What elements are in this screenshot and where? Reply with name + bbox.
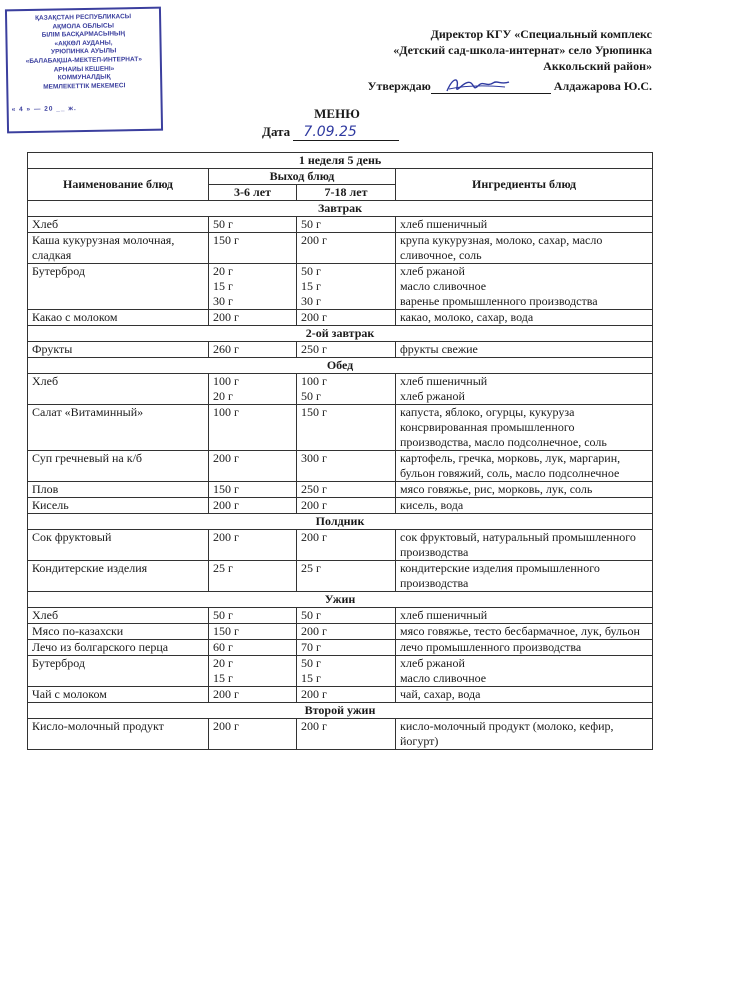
meal-section-row — [28, 703, 653, 719]
ingredients-line: картофель, гречка, морковь, лук, маргарин, бульон говяжий, соль, масло подсолнечное — [400, 451, 621, 480]
stamp-line: АҚМОЛА ОБЛЫСЫ — [52, 22, 115, 31]
portion-3-6-cell — [209, 217, 297, 233]
ingredients-line: хлеб ржаной — [400, 389, 465, 403]
portion-3-6-cell — [209, 687, 297, 703]
table-row — [28, 482, 653, 498]
ingredients-cell — [396, 608, 653, 624]
table-row — [28, 374, 653, 405]
portion-7-18-line: 200 г — [301, 310, 327, 324]
dish-name: Кондитерские изделия — [28, 561, 209, 592]
portion-7-18-cell — [297, 530, 396, 561]
dish-name: Фрукты — [28, 342, 209, 358]
approve-label: Утверждаю — [367, 79, 431, 93]
portion-3-6-cell — [209, 561, 297, 592]
portion-3-6-line: 200 г — [213, 451, 239, 465]
ingredients-cell — [396, 687, 653, 703]
ingredients-line: хлеб пшеничный — [400, 217, 488, 231]
portion-7-18-line: 50 г — [301, 608, 321, 622]
portion-7-18-line: 200 г — [301, 233, 327, 247]
stamp-line: БІЛІМ БАСҚАРМАСЫНЫҢ — [41, 30, 126, 39]
table-row — [28, 310, 653, 326]
portion-3-6-line: 50 г — [213, 217, 233, 231]
portion-7-18-line: 200 г — [301, 624, 327, 638]
ingredients-line: чай, сахар, вода — [400, 687, 481, 701]
portion-3-6-cell — [209, 656, 297, 687]
date-line — [262, 124, 412, 141]
portion-7-18-line: 50 г — [301, 264, 321, 278]
portion-3-6-line: 200 г — [213, 498, 239, 512]
ingredients-cell — [396, 530, 653, 561]
dish-name: Хлеб — [28, 374, 209, 405]
portion-3-6-cell — [209, 482, 297, 498]
portion-7-18-line: 250 г — [301, 482, 327, 496]
table-row — [28, 719, 653, 750]
portion-7-18-line: 50 г — [301, 656, 321, 670]
ingredients-line: варенье промышленного производства — [400, 294, 598, 308]
meal-section-title: Полдник — [28, 514, 653, 530]
portion-7-18-cell — [297, 719, 396, 750]
ingredients-cell — [396, 342, 653, 358]
header-district-line: Аккольский район» — [543, 59, 652, 73]
official-stamp — [5, 7, 163, 134]
dish-name: Суп гречневый на к/б — [28, 451, 209, 482]
menu-body — [28, 201, 653, 750]
col-header-name: Наименование блюд — [28, 169, 209, 201]
ingredients-cell — [396, 719, 653, 750]
portion-3-6-line: 15 г — [213, 279, 233, 293]
portion-7-18-line: 15 г — [301, 671, 321, 685]
stamp-date-line: « 4 » — 20 __ ж. — [11, 105, 77, 114]
table-row — [28, 498, 653, 514]
portion-3-6-line: 200 г — [213, 310, 239, 324]
portion-7-18-cell — [297, 233, 396, 264]
portion-3-6-line: 200 г — [213, 687, 239, 701]
ingredients-cell — [396, 624, 653, 640]
ingredients-line: крупа кукурузная, молоко, сахар, масло сливочное, соль — [400, 233, 603, 262]
ingredients-line: какао, молоко, сахар, вода — [400, 310, 534, 324]
header-institution-line: «Детский сад-школа-интернат» село Урюпинка — [393, 43, 652, 57]
portion-3-6-line: 150 г — [213, 482, 239, 496]
portion-3-6-line: 100 г — [213, 405, 239, 419]
dish-name: Кисло-молочный продукт — [28, 719, 209, 750]
portion-7-18-cell — [297, 608, 396, 624]
meal-section-row — [28, 514, 653, 530]
menu-table — [27, 152, 653, 750]
portion-7-18-line: 250 г — [301, 342, 327, 356]
stamp-line: УРЮПИНКА АУЫЛЫ — [50, 47, 117, 56]
portion-7-18-line: 15 г — [301, 279, 321, 293]
dish-name: Сок фруктовый — [28, 530, 209, 561]
ingredients-cell — [396, 264, 653, 310]
date-value: 7.09.25 — [293, 124, 399, 141]
portion-7-18-cell — [297, 217, 396, 233]
signature-line — [431, 81, 551, 94]
ingredients-cell — [396, 482, 653, 498]
portion-7-18-cell — [297, 405, 396, 451]
date-label: Дата — [262, 124, 291, 139]
stamp-line: ҚАЗАҚСТАН РЕСПУБЛИКАСЫ — [34, 13, 132, 22]
portion-7-18-line: 25 г — [301, 561, 321, 575]
portion-3-6-line: 200 г — [213, 530, 239, 544]
portion-7-18-cell — [297, 310, 396, 326]
dish-name: Какао с молоком — [28, 310, 209, 326]
dish-name: Хлеб — [28, 217, 209, 233]
portion-3-6-line: 20 г — [213, 264, 233, 278]
page-title: МЕНЮ — [314, 106, 360, 121]
table-row — [28, 656, 653, 687]
header-director-line: Директор КГУ «Специальный комплекс — [430, 27, 652, 41]
portion-7-18-line: 70 г — [301, 640, 321, 654]
dish-name: Бутерброд — [28, 656, 209, 687]
dish-name: Чай с молоком — [28, 687, 209, 703]
ingredients-line: кондитерские изделия промышленного производства — [400, 561, 600, 590]
ingredients-line: лечо промышленного производства — [400, 640, 582, 654]
table-row — [28, 561, 653, 592]
week-day-row — [28, 153, 653, 169]
portion-7-18-cell — [297, 656, 396, 687]
portion-3-6-cell — [209, 342, 297, 358]
portion-7-18-line: 30 г — [301, 294, 321, 308]
table-row — [28, 687, 653, 703]
ingredients-cell — [396, 405, 653, 451]
portion-7-18-line: 300 г — [301, 451, 327, 465]
table-row — [28, 233, 653, 264]
portion-7-18-cell — [297, 687, 396, 703]
meal-section-title: Второй ужин — [28, 703, 653, 719]
portion-3-6-line: 150 г — [213, 624, 239, 638]
portion-7-18-line: 200 г — [301, 498, 327, 512]
ingredients-cell — [396, 310, 653, 326]
dish-name: Каша кукурузная молочная, сладкая — [28, 233, 209, 264]
meal-section-row — [28, 201, 653, 217]
stamp-line: КОММУНАЛДЫҚ — [57, 73, 111, 82]
ingredients-cell — [396, 217, 653, 233]
portion-3-6-cell — [209, 310, 297, 326]
col-header-age-7-18: 7-18 лет — [297, 185, 396, 201]
portion-3-6-cell — [209, 719, 297, 750]
portion-7-18-cell — [297, 264, 396, 310]
portion-7-18-line: 200 г — [301, 530, 327, 544]
meal-section-title: Завтрак — [28, 201, 653, 217]
ingredients-line: мясо говяжье, рис, морковь, лук, соль — [400, 482, 593, 496]
table-row — [28, 217, 653, 233]
portion-3-6-line: 20 г — [213, 656, 233, 670]
portion-7-18-cell — [297, 498, 396, 514]
dish-name: Кисель — [28, 498, 209, 514]
portion-7-18-cell — [297, 561, 396, 592]
table-row — [28, 624, 653, 640]
portion-7-18-line: 50 г — [301, 389, 321, 403]
dish-name: Бутерброд — [28, 264, 209, 310]
ingredients-cell — [396, 656, 653, 687]
portion-3-6-cell — [209, 374, 297, 405]
portion-3-6-cell — [209, 264, 297, 310]
meal-section-row — [28, 592, 653, 608]
portion-3-6-line: 260 г — [213, 342, 239, 356]
ingredients-cell — [396, 640, 653, 656]
approval-line — [322, 78, 652, 94]
portion-3-6-cell — [209, 608, 297, 624]
portion-3-6-line: 60 г — [213, 640, 233, 654]
dish-name: Лечо из болгарского перца — [28, 640, 209, 656]
table-row — [28, 405, 653, 451]
dish-name: Хлеб — [28, 608, 209, 624]
menu-title-block — [262, 106, 412, 141]
portion-3-6-cell — [209, 451, 297, 482]
ingredients-line: масло сливочное — [400, 671, 487, 685]
dish-name: Плов — [28, 482, 209, 498]
ingredients-cell — [396, 498, 653, 514]
ingredients-line: хлеб пшеничный — [400, 374, 488, 388]
meal-section-title: Ужин — [28, 592, 653, 608]
ingredients-line: сок фруктовый, натуральный промышленного производства — [400, 530, 636, 559]
ingredients-line: масло сливочное — [400, 279, 487, 293]
portion-3-6-line: 150 г — [213, 233, 239, 247]
portion-3-6-cell — [209, 405, 297, 451]
ingredients-line: мясо говяжье, тесто бесбармачное, лук, бульон — [400, 624, 640, 638]
portion-3-6-line: 20 г — [213, 389, 233, 403]
portion-7-18-cell — [297, 451, 396, 482]
approval-header — [322, 26, 652, 94]
approver-name: Алдажарова Ю.С. — [553, 79, 652, 93]
portion-3-6-line: 50 г — [213, 608, 233, 622]
col-header-ingredients: Ингредиенты блюд — [396, 169, 653, 201]
ingredients-cell — [396, 451, 653, 482]
ingredients-line: кисло-молочный продукт (молоко, кефир, йогурт) — [400, 719, 614, 748]
portion-7-18-cell — [297, 624, 396, 640]
ingredients-line: капуста, яблоко, огурцы, кукуруза консрвированная промышленного производства, масло подсолнечное, соль — [400, 405, 607, 449]
portion-3-6-line: 100 г — [213, 374, 239, 388]
portion-7-18-line: 200 г — [301, 687, 327, 701]
portion-3-6-line: 30 г — [213, 294, 233, 308]
portion-3-6-cell — [209, 530, 297, 561]
dish-name: Мясо по-казахски — [28, 624, 209, 640]
ingredients-cell — [396, 374, 653, 405]
ingredients-line: хлеб ржаной — [400, 656, 465, 670]
portion-7-18-line: 200 г — [301, 719, 327, 733]
portion-3-6-cell — [209, 498, 297, 514]
ingredients-cell — [396, 561, 653, 592]
stamp-line: АРНАЙЫ КЕШЕНІ» — [53, 65, 115, 74]
table-row — [28, 640, 653, 656]
table-row — [28, 264, 653, 310]
portion-7-18-line: 50 г — [301, 217, 321, 231]
meal-section-title: Обед — [28, 358, 653, 374]
portion-7-18-line: 100 г — [301, 374, 327, 388]
ingredients-line: фрукты свежие — [400, 342, 478, 356]
ingredients-line: хлеб пшеничный — [400, 608, 488, 622]
stamp-line: «БАЛАБАҚША-МЕКТЕП-ИНТЕРНАТ» — [25, 55, 142, 65]
col-header-age-3-6: 3-6 лет — [209, 185, 297, 201]
header-row — [28, 169, 653, 185]
table-row — [28, 451, 653, 482]
meal-section-row — [28, 326, 653, 342]
ingredients-line: хлеб ржаной — [400, 264, 465, 278]
meal-section-title: 2-ой завтрак — [28, 326, 653, 342]
portion-7-18-cell — [297, 640, 396, 656]
portion-3-6-cell — [209, 640, 297, 656]
week-day-cell: 1 неделя 5 день — [28, 153, 653, 169]
col-header-output: Выход блюд — [209, 169, 396, 185]
portion-7-18-cell — [297, 482, 396, 498]
portion-3-6-line: 25 г — [213, 561, 233, 575]
signature-icon — [443, 73, 513, 97]
ingredients-cell — [396, 233, 653, 264]
portion-3-6-cell — [209, 233, 297, 264]
portion-3-6-line: 15 г — [213, 671, 233, 685]
table-row — [28, 530, 653, 561]
portion-3-6-line: 200 г — [213, 719, 239, 733]
stamp-line: МЕМЛЕКЕТТІК МЕКЕМЕСІ — [43, 82, 126, 91]
portion-7-18-cell — [297, 342, 396, 358]
table-row — [28, 342, 653, 358]
table-row — [28, 608, 653, 624]
meal-section-row — [28, 358, 653, 374]
dish-name: Салат «Витаминный» — [28, 405, 209, 451]
ingredients-line: кисель, вода — [400, 498, 464, 512]
portion-3-6-cell — [209, 624, 297, 640]
portion-7-18-cell — [297, 374, 396, 405]
stamp-line: «АҚКӨЛ АУДАНЫ, — [54, 39, 113, 48]
portion-7-18-line: 150 г — [301, 405, 327, 419]
